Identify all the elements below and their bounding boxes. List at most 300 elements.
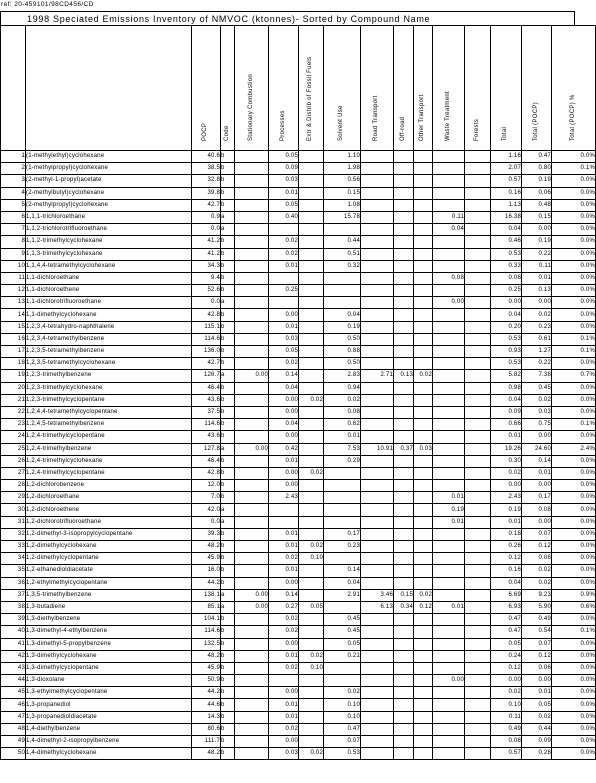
stationary-combustion-value	[235, 675, 269, 687]
forests-value	[465, 187, 491, 199]
total-pocp-percent: 0.0%	[552, 272, 596, 284]
total-value: 0.20	[491, 321, 522, 333]
processes-value: 0.02	[269, 236, 299, 248]
row-number: 23	[1, 419, 26, 431]
total-pocp-value: 0.00	[522, 297, 552, 309]
table-row	[1, 675, 596, 687]
row-number: 13	[1, 297, 26, 309]
solvent-use-value	[324, 224, 361, 236]
solvent-use-value	[324, 480, 361, 492]
total-value: 0.04	[491, 224, 522, 236]
table-row	[1, 406, 596, 418]
extr-distrib-value	[299, 285, 324, 297]
code-value: b	[221, 528, 235, 540]
column-header	[552, 26, 596, 151]
extr-distrib-value	[299, 455, 324, 467]
compound-name: 1,2-dichlorotrifluoroethane	[26, 516, 192, 528]
compound-name: 1,2,3-trimethylbenzene	[26, 370, 192, 382]
compound-name: 1,2,4-trimethylcyclohexane	[26, 455, 192, 467]
table-row	[1, 285, 596, 297]
column-header-label: Off-road	[399, 116, 406, 141]
pocp-value: 40.6	[192, 151, 221, 163]
road-transport-value	[361, 736, 394, 748]
compound-name: 1,2,3,4-tetrahydro-naphthalene	[26, 321, 192, 333]
total-pocp-value: 0.22	[522, 248, 552, 260]
compound-name: 1,4-dimethyl-2-isopropylbenzene	[26, 736, 192, 748]
extr-distrib-value: 0.05	[299, 601, 324, 613]
processes-value: 0.01	[269, 711, 299, 723]
solvent-use-value	[324, 516, 361, 528]
extr-distrib-value	[299, 736, 324, 748]
extr-distrib-value	[299, 504, 324, 516]
total-pocp-percent: 0.0%	[552, 577, 596, 589]
extr-distrib-value	[299, 321, 324, 333]
pocp-value: 9.4	[192, 272, 221, 284]
compound-name: 1,2,4-trimethylcyclopentane	[26, 467, 192, 479]
row-number: 41	[1, 638, 26, 650]
row-number: 27	[1, 467, 26, 479]
waste-treatment-value	[433, 187, 465, 199]
total-value: 0.09	[491, 406, 522, 418]
solvent-use-value: 0.04	[324, 577, 361, 589]
pocp-value: 48.2	[192, 650, 221, 662]
solvent-use-value	[324, 504, 361, 516]
code-value: a	[221, 589, 235, 601]
compound-name: 1,3-propanediol	[26, 699, 192, 711]
code-value: b	[221, 699, 235, 711]
stationary-combustion-value	[235, 492, 269, 504]
processes-value: 0.01	[269, 528, 299, 540]
other-transport-value	[414, 723, 433, 735]
pocp-value: 16.0	[192, 565, 221, 577]
waste-treatment-value	[433, 406, 465, 418]
total-pocp-value: 0.80	[522, 163, 552, 175]
forests-value	[465, 541, 491, 553]
pocp-value: 37.5	[192, 406, 221, 418]
solvent-use-value: 0.08	[324, 406, 361, 418]
forests-value	[465, 504, 491, 516]
off-road-value	[394, 541, 414, 553]
waste-treatment-value	[433, 199, 465, 211]
total-pocp-value: 0.06	[522, 662, 552, 674]
row-number: 14	[1, 309, 26, 321]
total-value: 0.04	[491, 309, 522, 321]
pocp-value: 132.5	[192, 638, 221, 650]
total-pocp-value: 0.00	[522, 431, 552, 443]
compound-name: 1,2,4,5-tetramethylbenzene	[26, 419, 192, 431]
other-transport-value: 0.03	[414, 443, 433, 455]
waste-treatment-value: 0.04	[433, 224, 465, 236]
total-pocp-value: 0.00	[522, 480, 552, 492]
code-value: b	[221, 492, 235, 504]
pocp-value: 114.6	[192, 626, 221, 638]
extr-distrib-value: 0.02	[299, 650, 324, 662]
pocp-value: 42.8	[192, 467, 221, 479]
code-value: a	[221, 443, 235, 455]
other-transport-value	[414, 248, 433, 260]
compound-name: 1,2,3,5-tetramethylbenzene	[26, 346, 192, 358]
code-value: b	[221, 248, 235, 260]
code-value: b	[221, 382, 235, 394]
total-pocp-value: 0.09	[522, 736, 552, 748]
total-value: 0.05	[491, 638, 522, 650]
other-transport-value	[414, 492, 433, 504]
total-pocp-percent: 0.0%	[552, 211, 596, 223]
total-pocp-percent: 0.0%	[552, 516, 596, 528]
processes-value: 0.09	[269, 163, 299, 175]
code-value: b	[221, 736, 235, 748]
code-value: b	[221, 577, 235, 589]
row-number: 30	[1, 504, 26, 516]
extr-distrib-value: 0.02	[299, 394, 324, 406]
total-value: 0.08	[491, 272, 522, 284]
solvent-use-value	[324, 675, 361, 687]
off-road-value	[394, 248, 414, 260]
stationary-combustion-value	[235, 346, 269, 358]
extr-distrib-value	[299, 248, 324, 260]
total-value: 2.07	[491, 163, 522, 175]
off-road-value	[394, 675, 414, 687]
processes-value: 0.27	[269, 601, 299, 613]
other-transport-value	[414, 650, 433, 662]
waste-treatment-value	[433, 285, 465, 297]
extr-distrib-value	[299, 638, 324, 650]
table-row	[1, 272, 596, 284]
other-transport-value	[414, 662, 433, 674]
compound-name: (1-methylpropyl)cyclohexane	[26, 163, 192, 175]
off-road-value: 0.15	[394, 589, 414, 601]
forests-value	[465, 260, 491, 272]
column-header	[522, 26, 552, 151]
code-value: b	[221, 272, 235, 284]
processes-value: 0.02	[269, 662, 299, 674]
road-transport-value	[361, 492, 394, 504]
code-value: a	[221, 370, 235, 382]
row-number: 24	[1, 431, 26, 443]
total-value: 0.00	[491, 675, 522, 687]
solvent-use-value: 0.15	[324, 187, 361, 199]
total-pocp-percent: 0.0%	[552, 638, 596, 650]
other-transport-value	[414, 346, 433, 358]
solvent-use-value	[324, 662, 361, 674]
table-row	[1, 346, 596, 358]
total-pocp-percent: 2.4%	[552, 443, 596, 455]
processes-value: 0.14	[269, 589, 299, 601]
stationary-combustion-value	[235, 260, 269, 272]
processes-value	[269, 504, 299, 516]
solvent-use-value: 1.08	[324, 199, 361, 211]
other-transport-value	[414, 187, 433, 199]
processes-value: 0.00	[269, 577, 299, 589]
forests-value	[465, 199, 491, 211]
off-road-value	[394, 492, 414, 504]
total-value: 0.12	[491, 553, 522, 565]
row-number: 25	[1, 443, 26, 455]
solvent-use-value: 7.53	[324, 443, 361, 455]
processes-value: 0.02	[269, 553, 299, 565]
stationary-combustion-value	[235, 297, 269, 309]
processes-value: 0.01	[269, 650, 299, 662]
code-value: b	[221, 675, 235, 687]
other-transport-value	[414, 711, 433, 723]
stationary-combustion-value: 0.00	[235, 370, 269, 382]
forests-value	[465, 467, 491, 479]
row-number: 31	[1, 516, 26, 528]
pocp-value: 7.0	[192, 492, 221, 504]
pocp-value: 45.9	[192, 553, 221, 565]
code-value: b	[221, 260, 235, 272]
total-value: 0.53	[491, 333, 522, 345]
road-transport-value: 6.13	[361, 601, 394, 613]
column-header	[192, 26, 221, 151]
total-value: 0.04	[491, 394, 522, 406]
table-row	[1, 224, 596, 236]
code-value: b	[221, 662, 235, 674]
solvent-use-value: 0.51	[324, 248, 361, 260]
solvent-use-value: 0.44	[324, 236, 361, 248]
total-pocp-value: 0.12	[522, 541, 552, 553]
forests-value	[465, 321, 491, 333]
pocp-value: 43.6	[192, 394, 221, 406]
waste-treatment-value	[433, 480, 465, 492]
pocp-value: 14.3	[192, 711, 221, 723]
extr-distrib-value	[299, 211, 324, 223]
total-pocp-value: 0.06	[522, 553, 552, 565]
extr-distrib-value	[299, 333, 324, 345]
solvent-use-value: 0.17	[324, 528, 361, 540]
code-value: b	[221, 626, 235, 638]
solvent-use-value	[324, 492, 361, 504]
road-transport-value	[361, 309, 394, 321]
total-pocp-percent: 0.0%	[552, 297, 596, 309]
waste-treatment-value	[433, 431, 465, 443]
off-road-value	[394, 224, 414, 236]
header-compound-name	[26, 26, 192, 151]
compound-name: 1,2,4-trimethylcyclopentane	[26, 431, 192, 443]
row-number: 45	[1, 687, 26, 699]
pocp-value: 0.0	[192, 297, 221, 309]
total-pocp-value: 0.03	[522, 406, 552, 418]
waste-treatment-value	[433, 382, 465, 394]
extr-distrib-value	[299, 516, 324, 528]
stationary-combustion-value	[235, 321, 269, 333]
pocp-value: 0.9	[192, 211, 221, 223]
total-pocp-percent: 0.0%	[552, 541, 596, 553]
processes-value: 0.02	[269, 358, 299, 370]
road-transport-value	[361, 516, 394, 528]
total-pocp-percent: 0.0%	[552, 736, 596, 748]
waste-treatment-value	[433, 321, 465, 333]
road-transport-value	[361, 382, 394, 394]
compound-name: 1,3-dimethyl-5-propylbenzene	[26, 638, 192, 650]
total-value: 0.25	[491, 285, 522, 297]
waste-treatment-value	[433, 394, 465, 406]
row-number: 15	[1, 321, 26, 333]
stationary-combustion-value	[235, 175, 269, 187]
total-pocp-percent: 0.0%	[552, 321, 596, 333]
row-number: 17	[1, 346, 26, 358]
processes-value: 0.00	[269, 480, 299, 492]
off-road-value	[394, 419, 414, 431]
total-pocp-percent: 0.0%	[552, 358, 596, 370]
road-transport-value	[361, 199, 394, 211]
total-pocp-percent: 0.0%	[552, 224, 596, 236]
row-number: 6	[1, 211, 26, 223]
column-header	[235, 26, 269, 151]
off-road-value	[394, 736, 414, 748]
code-value: b	[221, 565, 235, 577]
road-transport-value	[361, 151, 394, 163]
waste-treatment-value	[433, 419, 465, 431]
code-value: b	[221, 467, 235, 479]
column-header-label: Total (POCP)	[532, 102, 539, 141]
stationary-combustion-value	[235, 163, 269, 175]
forests-value	[465, 163, 491, 175]
other-transport-value	[414, 419, 433, 431]
stationary-combustion-value	[235, 699, 269, 711]
table-row	[1, 151, 596, 163]
other-transport-value	[414, 272, 433, 284]
processes-value: 0.00	[269, 431, 299, 443]
row-number: 28	[1, 480, 26, 492]
column-header-label: Solvent Use	[338, 105, 344, 141]
pocp-value: 12.0	[192, 480, 221, 492]
row-number: 22	[1, 406, 26, 418]
other-transport-value	[414, 285, 433, 297]
compound-name: 1,4-dimethylcyclohexane	[26, 748, 192, 760]
road-transport-value	[361, 236, 394, 248]
other-transport-value	[414, 175, 433, 187]
compound-name: 1,2,3-trimethylcyclopentane	[26, 394, 192, 406]
code-value: b	[221, 406, 235, 418]
pocp-value: 41.2	[192, 248, 221, 260]
column-header	[394, 26, 414, 151]
forests-value	[465, 589, 491, 601]
solvent-use-value: 0.02	[324, 394, 361, 406]
extr-distrib-value	[299, 297, 324, 309]
table-row	[1, 516, 596, 528]
total-pocp-percent: 0.1%	[552, 163, 596, 175]
road-transport-value	[361, 321, 394, 333]
stationary-combustion-value	[235, 516, 269, 528]
road-transport-value	[361, 419, 394, 431]
off-road-value	[394, 187, 414, 199]
processes-value: 0.03	[269, 175, 299, 187]
forests-value	[465, 492, 491, 504]
stationary-combustion-value	[235, 638, 269, 650]
processes-value: 0.01	[269, 565, 299, 577]
total-pocp-value: 0.01	[522, 272, 552, 284]
road-transport-value	[361, 248, 394, 260]
waste-treatment-value: 0.01	[433, 601, 465, 613]
table-row	[1, 236, 596, 248]
code-value: b	[221, 687, 235, 699]
total-value: 16.38	[491, 211, 522, 223]
stationary-combustion-value	[235, 467, 269, 479]
processes-value	[269, 516, 299, 528]
road-transport-value	[361, 553, 394, 565]
solvent-use-value: 0.04	[324, 309, 361, 321]
compound-name: 1,3-dioxolane	[26, 675, 192, 687]
road-transport-value	[361, 272, 394, 284]
total-value: 0.00	[491, 297, 522, 309]
compound-name: 1,1,3-trimethylcyclohexane	[26, 248, 192, 260]
other-transport-value	[414, 699, 433, 711]
total-pocp-percent: 0.0%	[552, 236, 596, 248]
forests-value	[465, 272, 491, 284]
solvent-use-value	[324, 553, 361, 565]
road-transport-value	[361, 467, 394, 479]
total-value: 0.24	[491, 650, 522, 662]
other-transport-value	[414, 736, 433, 748]
row-number: 33	[1, 541, 26, 553]
total-value: 0.66	[491, 419, 522, 431]
extr-distrib-value	[299, 187, 324, 199]
total-value: 2.43	[491, 492, 522, 504]
off-road-value	[394, 577, 414, 589]
inventory-sheet	[0, 11, 595, 760]
forests-value	[465, 553, 491, 565]
compound-name: 1,3-diethylbenzene	[26, 614, 192, 626]
off-road-value: 0.13	[394, 370, 414, 382]
pocp-value: 138.1	[192, 589, 221, 601]
row-number: 12	[1, 285, 26, 297]
total-value: 6.93	[491, 601, 522, 613]
processes-value: 0.00	[269, 467, 299, 479]
off-road-value	[394, 175, 414, 187]
off-road-value	[394, 504, 414, 516]
road-transport-value	[361, 346, 394, 358]
total-pocp-value: 0.00	[522, 224, 552, 236]
processes-value: 0.00	[269, 736, 299, 748]
processes-value: 2.43	[269, 492, 299, 504]
waste-treatment-value	[433, 175, 465, 187]
code-value: b	[221, 480, 235, 492]
total-pocp-percent: 0.0%	[552, 504, 596, 516]
pocp-value: 42.0	[192, 504, 221, 516]
extr-distrib-value	[299, 614, 324, 626]
code-value: b	[221, 199, 235, 211]
compound-name: 1,2-dimethyl-3-isopropylcyclopentane	[26, 528, 192, 540]
extr-distrib-value	[299, 175, 324, 187]
extr-distrib-value	[299, 528, 324, 540]
stationary-combustion-value	[235, 151, 269, 163]
processes-value: 0.01	[269, 321, 299, 333]
forests-value	[465, 650, 491, 662]
off-road-value	[394, 748, 414, 760]
forests-value	[465, 638, 491, 650]
stationary-combustion-value	[235, 358, 269, 370]
solvent-use-value: 0.45	[324, 626, 361, 638]
table-row	[1, 297, 596, 309]
extr-distrib-value	[299, 626, 324, 638]
forests-value	[465, 565, 491, 577]
forests-value	[465, 699, 491, 711]
other-transport-value	[414, 431, 433, 443]
off-road-value	[394, 199, 414, 211]
other-transport-value	[414, 163, 433, 175]
processes-value: 0.05	[269, 199, 299, 211]
total-pocp-value: 0.13	[522, 285, 552, 297]
solvent-use-value: 2.83	[324, 370, 361, 382]
compound-name: 1,3-dimethyl-4-ethylbenzene	[26, 626, 192, 638]
road-transport-value	[361, 626, 394, 638]
table-row	[1, 187, 596, 199]
solvent-use-value: 2.91	[324, 589, 361, 601]
table-row	[1, 748, 596, 760]
total-pocp-percent: 0.0%	[552, 187, 596, 199]
processes-value	[269, 272, 299, 284]
